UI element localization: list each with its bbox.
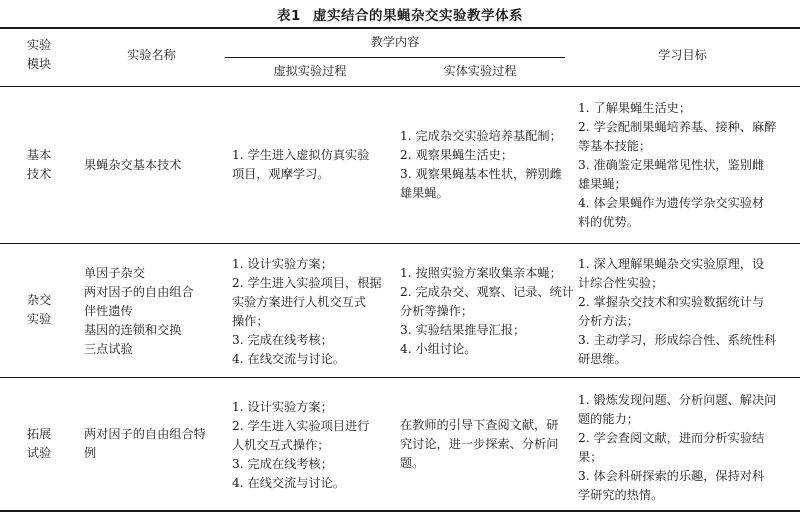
row-3-virtual xyxy=(232,398,394,493)
cell-line: 操作； xyxy=(232,314,269,328)
cell-line: 2. 完成杂交、观察、记录、统计 xyxy=(400,285,574,299)
cell-line: 究讨论，进一步探索、分析问 xyxy=(400,437,559,451)
cell-line: 1. 完成杂交实验培养基配制； xyxy=(400,129,562,143)
row-1-goals xyxy=(578,99,798,232)
cell-line: 2. 学会查阅文献，进而分析实验结 xyxy=(578,431,765,445)
row-1-virtual xyxy=(232,146,394,184)
top-rule xyxy=(0,27,800,29)
cell-line: 3. 观察果蝇基本性状，辨别雌 xyxy=(400,167,562,181)
row-2-module xyxy=(0,291,78,329)
cell-line: 2. 学生进入实验项目进行 xyxy=(232,419,370,433)
cell-line: 1. 深入理解果蝇杂交实验原理，设 xyxy=(578,257,765,271)
row-1-physical xyxy=(400,127,564,203)
table-title xyxy=(0,4,800,24)
cell-line: 雄果蝇； xyxy=(578,177,627,191)
row-3-physical xyxy=(400,416,564,473)
header-virtual: 虚拟实验过程 xyxy=(273,64,347,78)
row-2-rule xyxy=(0,377,800,378)
cell-line: 4. 小组讨论。 xyxy=(400,342,477,356)
cell-line: 分析等操作； xyxy=(400,304,474,318)
cell-line: 1. 了解果蝇生活史； xyxy=(578,101,692,115)
cell-line: 三点试验 xyxy=(84,342,133,356)
content-subheader-rule xyxy=(225,57,565,58)
cell-line: 4. 体会果蝇作为遗传学杂交实验材 xyxy=(578,196,765,210)
row-1-module xyxy=(0,146,78,184)
cell-line: 果； xyxy=(578,450,603,464)
cell-line: 4. 在线交流与讨论。 xyxy=(232,352,346,366)
cell-line: 2. 观察果蝇生活史； xyxy=(400,148,514,162)
cell-line: 3. 准确鉴定果蝇常见性状，鉴别雌 xyxy=(578,158,765,172)
header-rule xyxy=(0,86,800,87)
cell-line: 雄果蝇。 xyxy=(400,186,449,200)
row-2-physical xyxy=(400,264,574,359)
bottom-rule xyxy=(0,510,800,512)
cell-line: 分析方法； xyxy=(578,314,639,328)
table-caption: 虚实结合的果蝇杂交实验教学体系 xyxy=(312,8,523,24)
header-goals: 学习目标 xyxy=(658,48,707,62)
cell-line: 3. 主动学习，形成综合性、系统性科 xyxy=(578,333,777,347)
cell-line: 学研究的热情。 xyxy=(578,488,664,502)
row-2-name xyxy=(84,264,224,359)
cell-line: 基本 xyxy=(26,148,52,162)
cell-line: 1. 设计实验方案； xyxy=(232,400,333,414)
header-module-line: 模块 xyxy=(26,57,52,71)
cell-line: 3. 完成在线考核； xyxy=(232,457,333,471)
cell-line: 杂交 xyxy=(26,293,52,307)
cell-line: 3. 完成在线考核； xyxy=(232,333,333,347)
cell-line: 1. 锻炼发现问题、分析问题、解决问 xyxy=(578,393,777,407)
cell-line: 1. 按照实验方案收集亲本蝇； xyxy=(400,266,562,280)
cell-line: 题。 xyxy=(400,456,425,470)
cell-line: 实验 xyxy=(26,312,52,326)
cell-line: 等基本技能； xyxy=(578,139,652,153)
cell-line: 计综合性实验； xyxy=(578,276,664,290)
cell-line: 两对因子的自由组合特 xyxy=(84,427,206,441)
header-module xyxy=(0,36,78,74)
row-3-module xyxy=(0,425,78,463)
cell-line: 在教师的引导下查阅文献，研 xyxy=(400,418,559,432)
cell-line: 果蝇杂交基本技术 xyxy=(84,158,182,172)
cell-line: 3. 实验结果推导汇报； xyxy=(400,323,526,337)
cell-line: 试验 xyxy=(26,446,52,460)
header-name: 实验名称 xyxy=(127,48,176,62)
cell-line: 人机交互式操作； xyxy=(232,438,330,452)
cell-line: 单因子杂交 xyxy=(84,266,145,280)
cell-line: 2. 学会配制果蝇培养基、接种、麻醉 xyxy=(578,120,777,134)
cell-line: 基因的连锁和交换 xyxy=(84,323,182,337)
row-1-name xyxy=(84,156,224,175)
cell-line: 例 xyxy=(84,446,97,460)
row-2-goals xyxy=(578,255,798,369)
cell-line: 1. 学生进入虚拟仿真实验 xyxy=(232,148,370,162)
cell-line: 研思维。 xyxy=(578,352,627,366)
cell-line: 3. 体会科研探索的乐趣，保持对科 xyxy=(578,469,765,483)
row-2-virtual xyxy=(232,255,394,369)
cell-line: 2. 掌握杂交技术和实验数据统计与 xyxy=(578,295,765,309)
cell-line: 4. 在线交流与讨论。 xyxy=(232,476,346,490)
cell-line: 2. 学生进入实验项目，根据 xyxy=(232,276,382,290)
cell-line: 料的优势。 xyxy=(578,215,639,229)
row-1-rule xyxy=(0,243,800,244)
cell-line: 两对因子的自由组合 xyxy=(84,285,194,299)
cell-line: 1. 设计实验方案； xyxy=(232,257,333,271)
row-3-name xyxy=(84,425,224,463)
cell-line: 技术 xyxy=(26,167,52,181)
cell-line: 实验方案进行人机交互式 xyxy=(232,295,367,309)
cell-line: 题的能力； xyxy=(578,412,639,426)
table-number: 表1 xyxy=(277,8,301,24)
header-module-line: 实验 xyxy=(26,38,52,52)
header-content: 教学内容 xyxy=(370,35,420,49)
cell-line: 拓展 xyxy=(26,427,52,441)
row-3-goals xyxy=(578,391,798,505)
header-physical: 实体实验过程 xyxy=(443,64,517,78)
cell-line: 项目，观摩学习。 xyxy=(232,167,330,181)
cell-line: 伴性遗传 xyxy=(84,304,133,318)
